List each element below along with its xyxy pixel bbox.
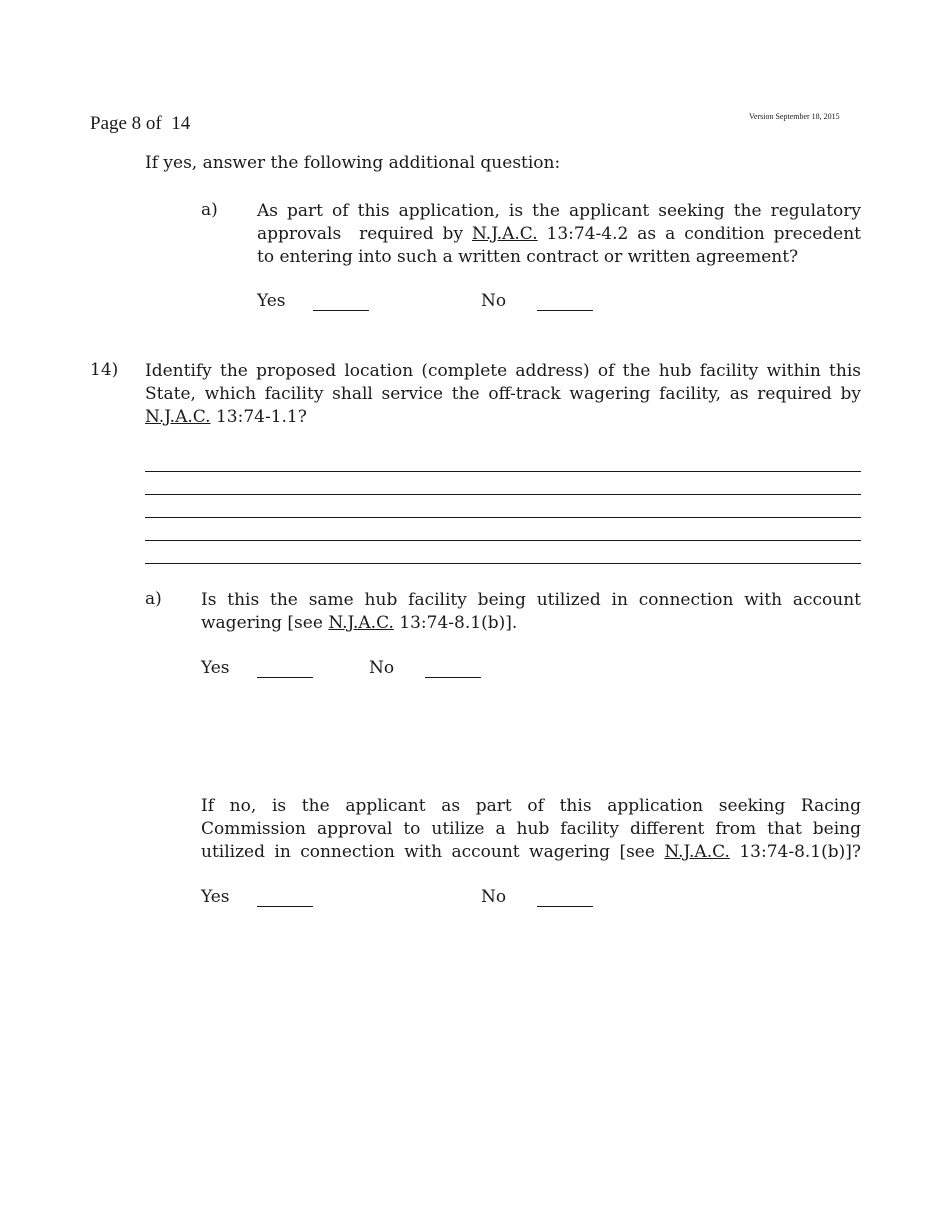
- item-a-yes-label: Yes: [257, 291, 286, 311]
- answer-line-1[interactable]: [145, 471, 861, 472]
- section-14-a-line2-post: 13:74-8.1(b)].: [393, 613, 518, 633]
- if-no-no-blank[interactable]: [537, 892, 593, 907]
- page-number: Page 8 of 14: [90, 113, 191, 134]
- citation-njac: N.J.A.C.: [472, 224, 538, 244]
- item-a-line1: As part of this application, is the applicant seeking the regulatory: [257, 201, 861, 221]
- item-a-no-blank[interactable]: [537, 296, 593, 311]
- section-14-a-marker: a): [145, 589, 162, 609]
- section-14-a-no-label: No: [369, 658, 395, 678]
- citation-njac: N.J.A.C.: [328, 613, 394, 633]
- section-14-question: [145, 360, 861, 429]
- if-no-question: [201, 795, 861, 864]
- answer-line-3[interactable]: [145, 517, 861, 518]
- section-14-a-line2: [201, 612, 861, 635]
- section-14-a-yes-label: Yes: [201, 658, 230, 678]
- answer-line-5[interactable]: [145, 563, 861, 564]
- section-14-a-question: [201, 589, 861, 635]
- if-no-line3-pre: utilized in connection with account wagering [see: [201, 842, 665, 862]
- item-a-line2-pre: approvals required by: [257, 224, 473, 244]
- section-14-line2: State, which facility shall service the off-track wagering facility, as required by: [145, 384, 861, 404]
- section-14-line3-post: 13:74-1.1?: [210, 407, 307, 427]
- if-no-line1: If no, is the applicant as part of this application seeking Racing: [201, 796, 861, 816]
- item-a-no-label: No: [481, 291, 507, 311]
- section-14-a-no-blank[interactable]: [425, 663, 481, 678]
- answer-line-4[interactable]: [145, 540, 861, 541]
- answer-line-2[interactable]: [145, 494, 861, 495]
- if-no-yes-label: Yes: [201, 887, 230, 907]
- if-no-no-label: No: [481, 887, 507, 907]
- section-14-marker: 14): [90, 360, 119, 380]
- if-no-yes-blank[interactable]: [257, 892, 313, 907]
- section-14-a-line2-pre: wagering [see: [201, 613, 329, 633]
- item-a-line3: to entering into such a written contract or written agreement?: [257, 247, 799, 267]
- section-14-a-line1: Is this the same hub facility being utilized in connection with account: [201, 590, 861, 610]
- item-a-yes-blank[interactable]: [313, 296, 369, 311]
- item-a-line2: [257, 223, 861, 246]
- citation-njac: N.J.A.C.: [664, 842, 730, 862]
- if-no-line3-post: 13:74-8.1(b)]?: [729, 842, 861, 862]
- item-a-question: [257, 200, 861, 269]
- section-14-a-yes-blank[interactable]: [257, 663, 313, 678]
- if-no-line2: Commission approval to utilize a hub facility different from that being: [201, 819, 861, 839]
- item-a-line2-post: 13:74-4.2 as a condition precedent: [537, 224, 861, 244]
- item-a-marker: a): [201, 200, 218, 220]
- intro-text: If yes, answer the following additional question:: [145, 153, 561, 173]
- citation-njac: N.J.A.C.: [145, 407, 211, 427]
- if-no-line3: [201, 841, 861, 864]
- section-14-line3: [145, 406, 861, 429]
- version-date: Version September 18, 2015: [749, 112, 840, 121]
- section-14-line1: Identify the proposed location (complete address) of the hub facility within this: [145, 361, 861, 381]
